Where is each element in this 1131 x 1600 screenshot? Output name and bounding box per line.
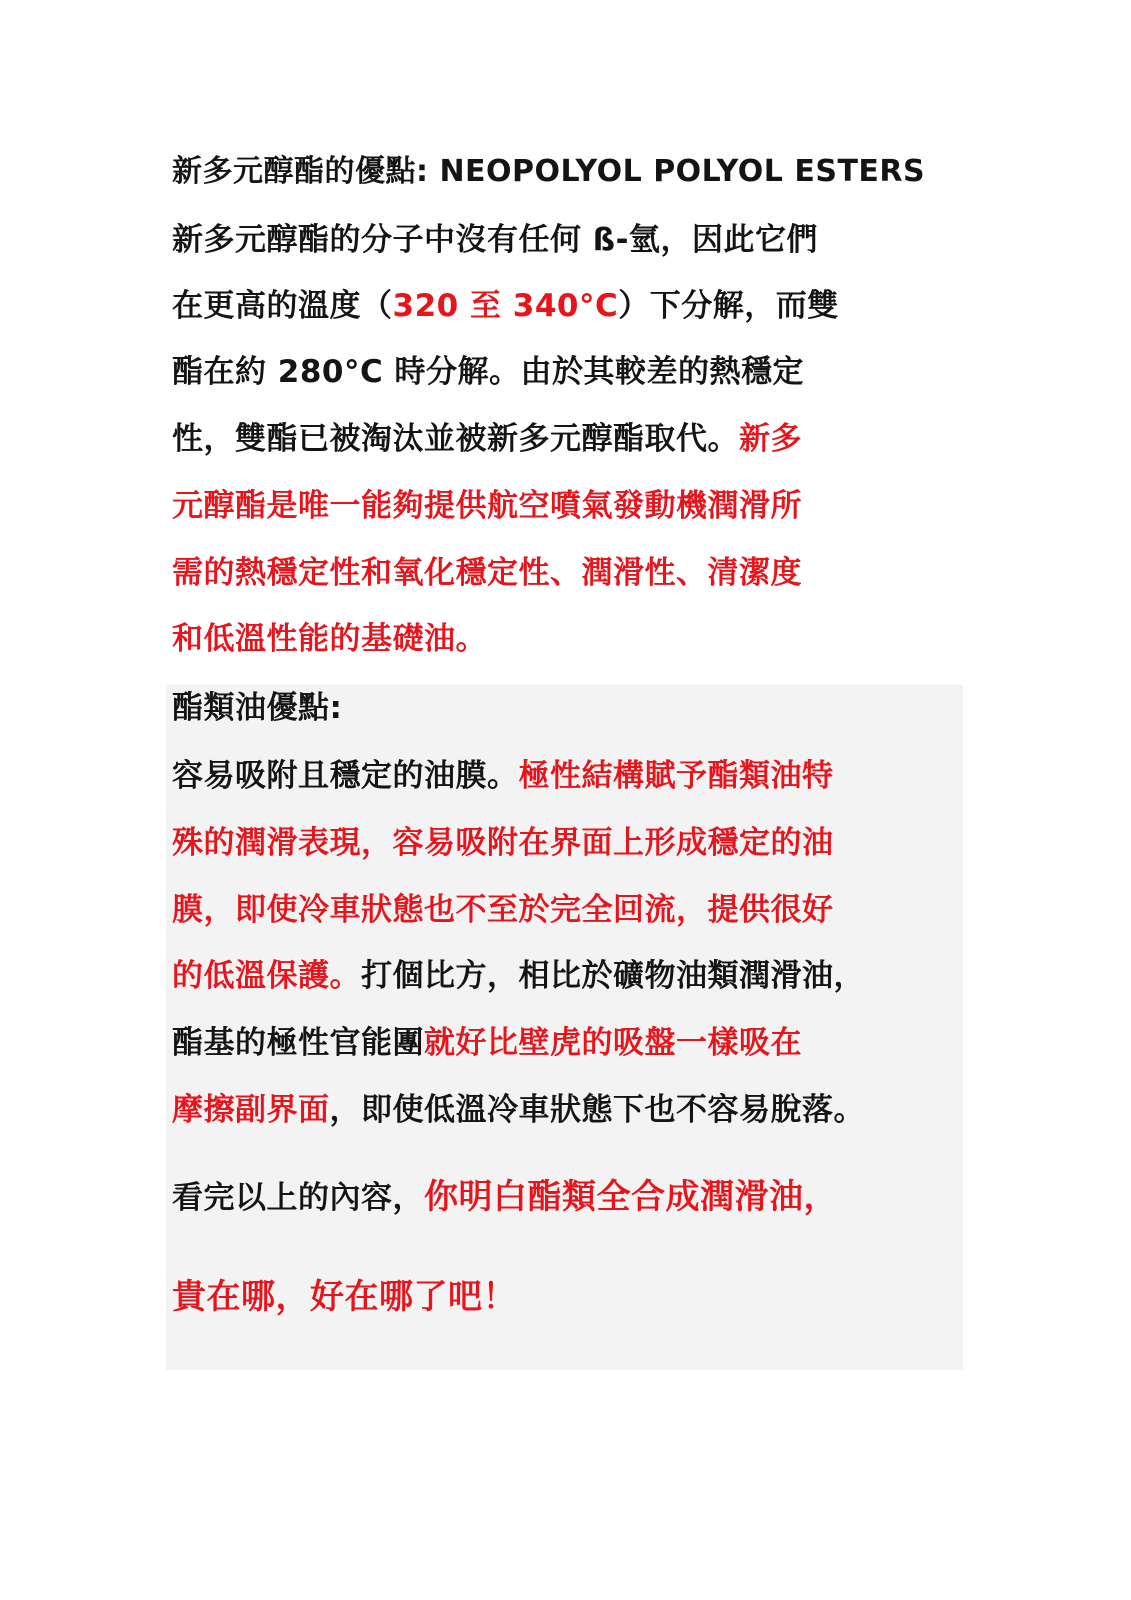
paragraph-line: 摩擦副界面，即使低溫冷車狀態下也不容易脫落。 xyxy=(172,1092,865,1128)
paragraph-line: 看完以上的內容，你明白酯類全合成潤滑油， xyxy=(172,1177,838,1217)
highlight-line: 元醇酯是唯一能夠提供航空噴氣發動機潤滑所 xyxy=(172,488,802,524)
paragraph-line: 容易吸附且穩定的油膜。極性結構賦予酯類油特 xyxy=(172,758,834,794)
highlight-line: 需的熱穩定性和氧化穩定性、潤滑性、清潔度 xyxy=(172,555,802,591)
paragraph-line: 在更高的溫度（320 至 340°C）下分解，而雙 xyxy=(172,288,839,324)
highlight-text: 極性結構賦予酯類油特 xyxy=(518,758,834,794)
paragraph-line: 性，雙酯已被淘汰並被新多元醇酯取代。新多 xyxy=(172,421,802,457)
closing-line: 貴在哪，好在哪了吧！ xyxy=(172,1277,517,1317)
highlight-line: 和低溫性能的基礎油。 xyxy=(172,621,487,657)
paragraph-line: 新多元醇酯的分子中沒有任何 ß-氫，因此它們 xyxy=(172,222,818,258)
paragraph-line: 的低溫保護。打個比方，相比於礦物油類潤滑油， xyxy=(172,958,865,994)
temperature-range: 320 至 340°C xyxy=(392,288,619,324)
highlight-text: 你明白酯類全合成潤滑油， xyxy=(424,1177,838,1217)
highlight-text: 就好比壁虎的吸盤一樣吸在 xyxy=(424,1025,802,1061)
paragraph-line: 酯在約 280°C 時分解。由於其較差的熱穩定 xyxy=(172,354,805,390)
highlight-text: 摩擦副界面 xyxy=(172,1092,330,1128)
highlight-line: 膜，即使冷車狀態也不至於完全回流，提供很好 xyxy=(172,892,834,928)
section-heading-ester-advantages: 酯類油優點: xyxy=(172,690,343,726)
highlight-line: 殊的潤滑表現，容易吸附在界面上形成穩定的油 xyxy=(172,825,834,861)
highlight-text: 的低溫保護。 xyxy=(172,958,361,994)
section-heading-neopolyol: 新多元醇酯的優點: NEOPOLYOL POLYOL ESTERS xyxy=(172,154,926,189)
highlight-text: 新多 xyxy=(739,421,802,457)
paragraph-line: 酯基的極性官能團就好比壁虎的吸盤一樣吸在 xyxy=(172,1025,802,1061)
